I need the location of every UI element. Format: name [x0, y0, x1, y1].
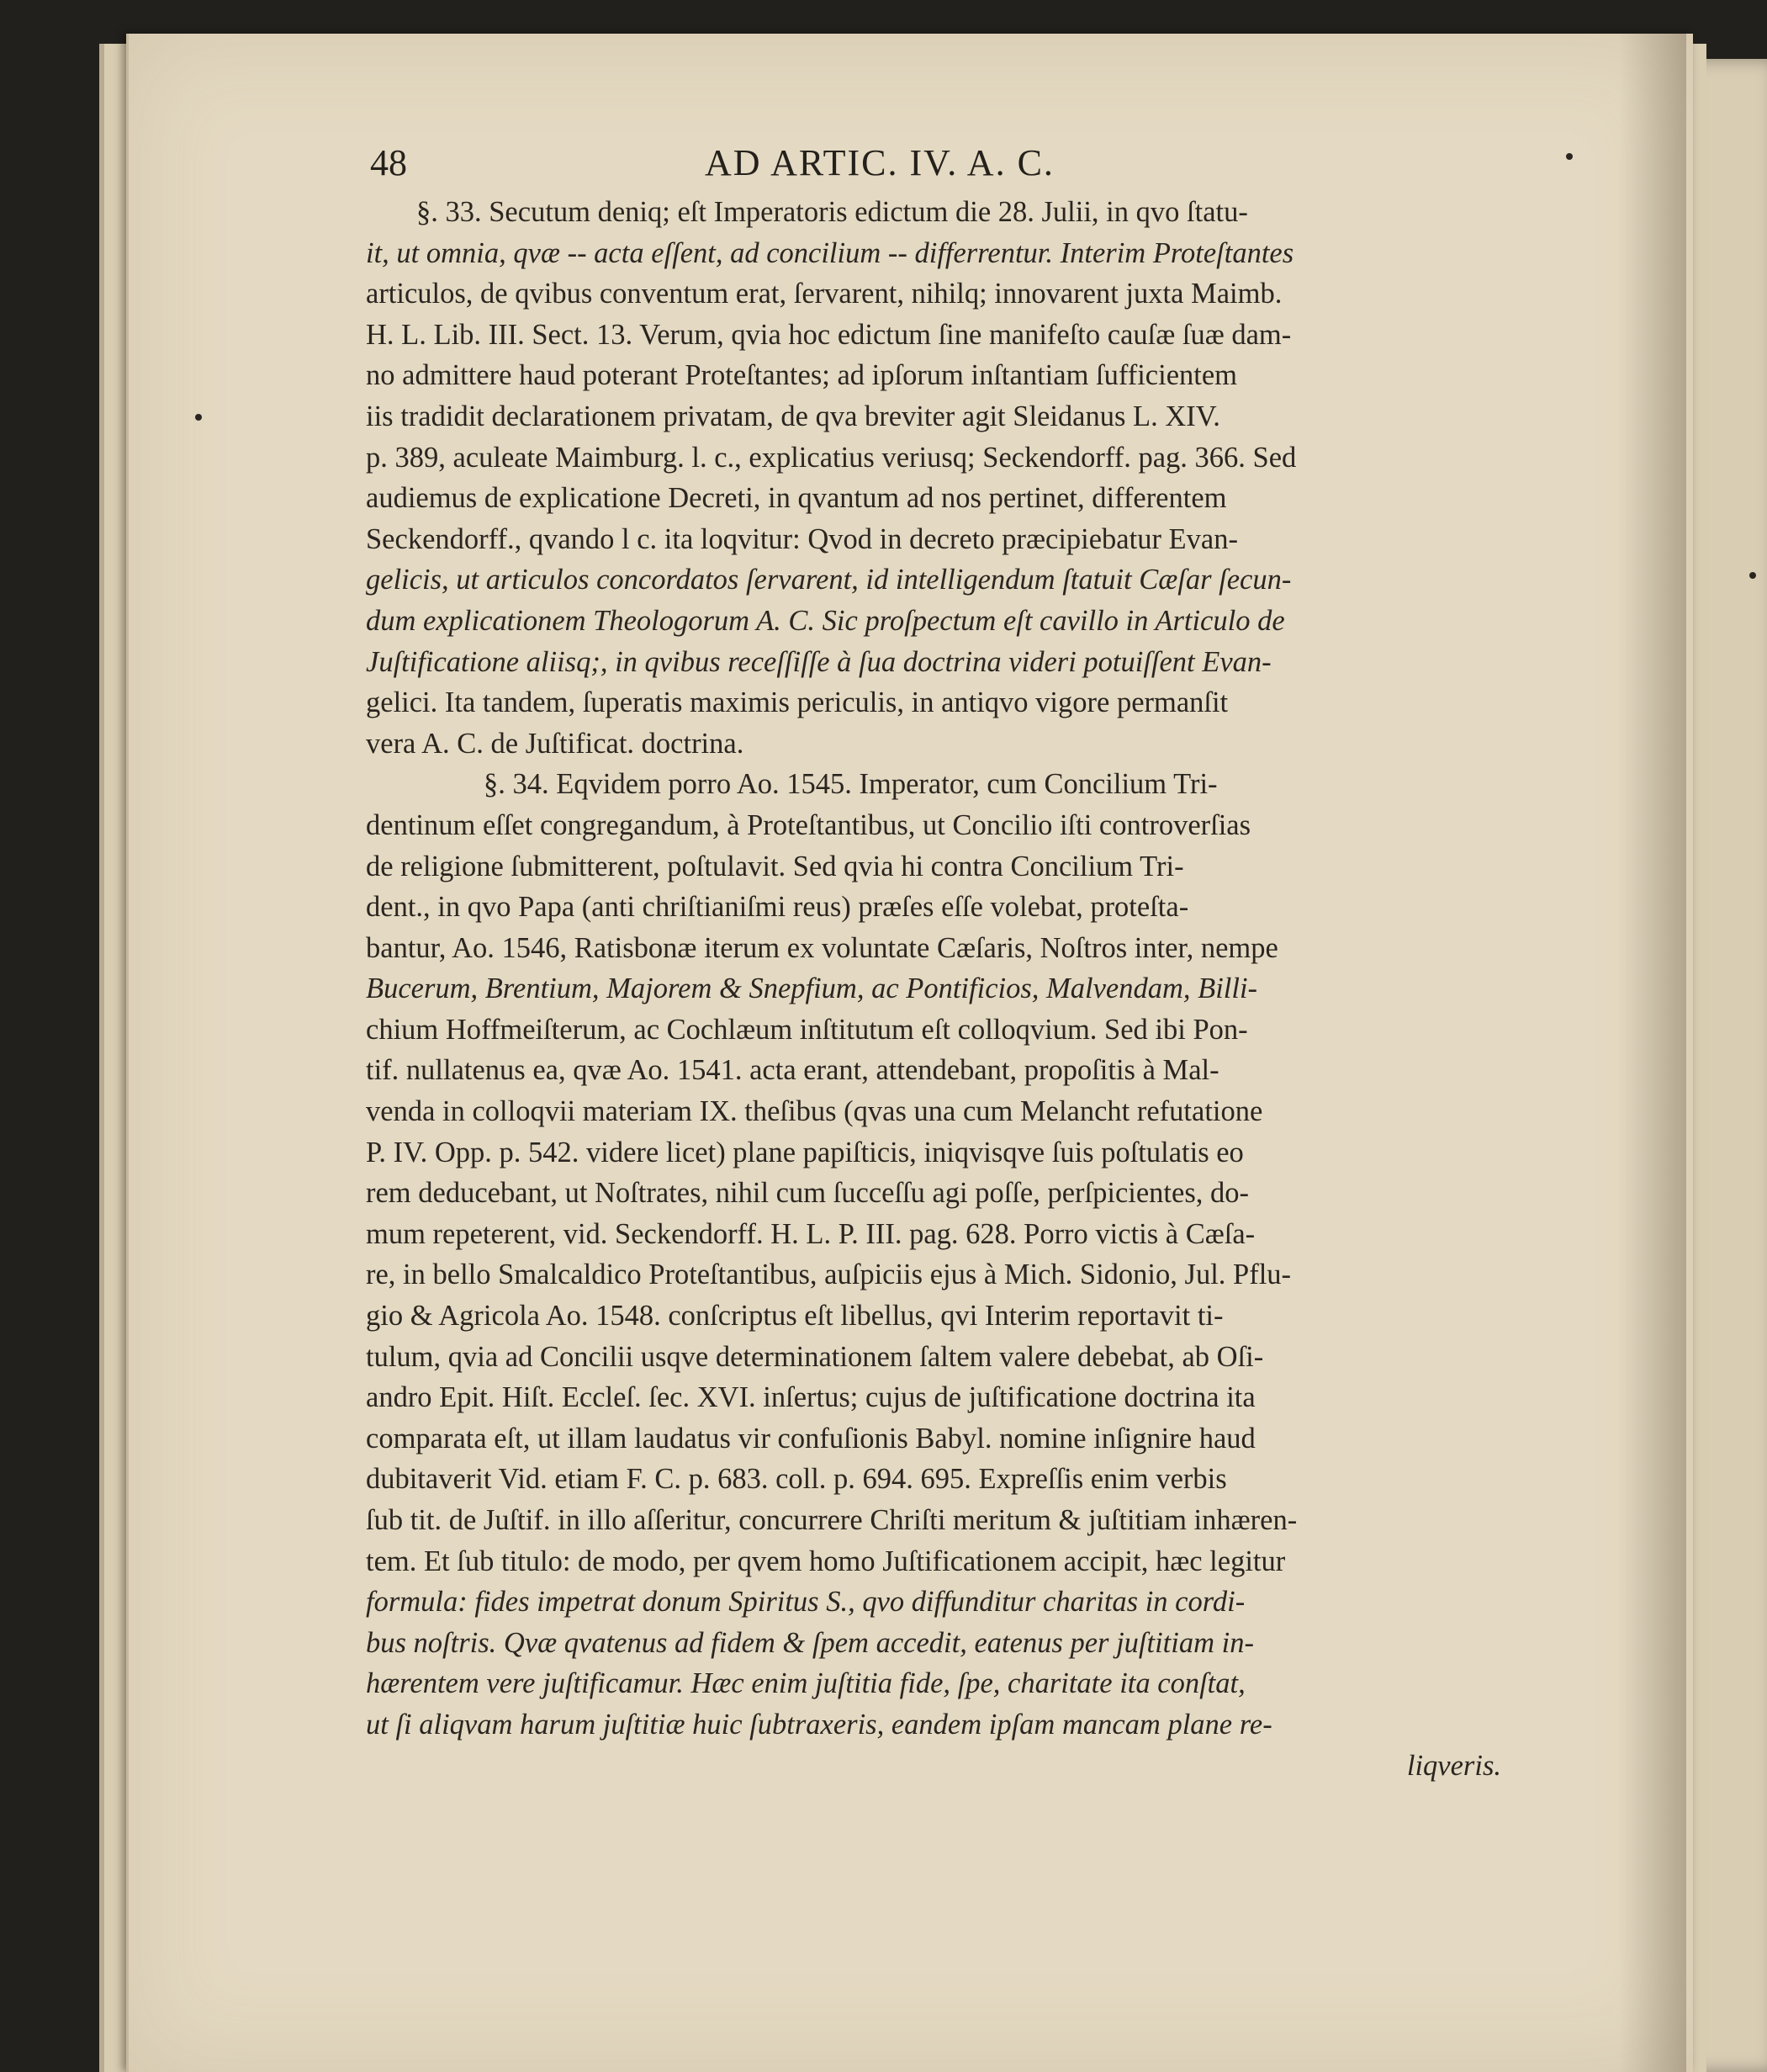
text-line: Bucerum, Brentium, Majorem & Snepfium, ac Pontificios, Malvendam, Billi-	[366, 972, 1258, 1005]
page-body	[366, 192, 1501, 1786]
text-line: rem deducebant, ut Noſtrates, nihil cum ſucceſſu agi poſſe, perſpicientes, do-	[366, 1177, 1249, 1210]
text-line: dum explicationem Theologorum A. C. Sic proſpectum eſt cavillo in Articulo de	[366, 604, 1285, 637]
text-line: Juſtificatione aliisq;, in qvibus receſſiſſe à ſua doctrina videri potuiſſent Evan-	[366, 645, 1272, 678]
text-line: audiemus de explicatione Decreti, in qvantum ad nos pertinet, differentem	[366, 482, 1227, 515]
text-line: mum repeterent, vid. Seckendorff. H. L. P. III. pag. 628. Porro victis à Cæſa-	[366, 1217, 1256, 1250]
text-line: ſub tit. de Juſtif. in illo aſſeritur, concurrere Chriſti meritum & juſtitiam inhæren-	[366, 1504, 1298, 1536]
text-line: tulum, qvia ad Concilii usqve determinationem ſaltem valere debebat, ab Oſi-	[366, 1340, 1264, 1373]
page-header	[370, 135, 1547, 193]
running-head: AD ARTIC. IV. A. C.	[705, 142, 1055, 183]
text-line: §. 34. Eqvidem porro Ao. 1545. Imperator, cum Concilium Tri-	[484, 768, 1218, 801]
text-line: de religione ſubmitterent, poſtulavit. Sed qvia hi contra Concilium Tri-	[366, 850, 1184, 882]
text-line: §. 33. Secutum deniq; eſt Imperatoris edictum die 28. Julii, in qvo ſtatu-	[416, 196, 1248, 228]
page-number: 48	[370, 142, 407, 183]
text-line: bus noſtris. Qvæ qvatenus ad fidem & ſpem accedit, eatenus per juſtitiam in-	[366, 1626, 1254, 1659]
text-line: tem. Et ſub titulo: de modo, per qvem homo Juſtificationem accipit, hæc legitur	[366, 1545, 1286, 1577]
ink-speck	[195, 414, 202, 421]
text-line: andro Epit. Hiſt. Eccleſ. ſec. XVI. inſertus; cujus de juſtificatione doctrina ita	[366, 1381, 1256, 1414]
ink-speck	[1566, 153, 1573, 160]
text-line: gelicis, ut articulos concordatos ſervarent, id intelligendum ſtatuit Cæſar ſecun-	[366, 564, 1292, 596]
text-line: re, in bello Smalcaldico Proteſtantibus, auſpiciis ejus à Mich. Sidonio, Jul. Pflu-	[366, 1259, 1292, 1291]
text-line: liqveris.	[1406, 1749, 1501, 1782]
text-line: it, ut omnia, qvæ -- acta eſſent, ad concilium -- differrentur. Interim Proteſtantes	[366, 236, 1294, 269]
page-gutter-shadow	[1619, 34, 1686, 2072]
text-line: formula: fides impetrat donum Spiritus S., qvo diffunditur charitas in cordi-	[366, 1586, 1246, 1619]
text-line: dent., in qvo Papa (anti chriſtianiſmi reus) præſes eſſe volebat, proteſta-	[366, 891, 1189, 924]
text-line: comparata eſt, ut illam laudatus vir confuſionis Babyl. nomine inſignire haud	[366, 1422, 1256, 1455]
text-line: gio & Agricola Ao. 1548. conſcriptus eſt libellus, qvi Interim reportavit ti-	[366, 1300, 1224, 1333]
text-line: articulos, de qvibus conventum erat, ſervarent, nihilq; innovarent juxta Maimb.	[366, 278, 1283, 310]
text-line: no admittere haud poterant Proteſtantes; ad ipſorum inſtantiam ſufficientem	[366, 359, 1237, 392]
text-line: Seckendorff., qvando l c. ita loqvitur: Qvod in decreto præcipiebatur Evan-	[366, 522, 1238, 555]
text-line: gelici. Ita tandem, ſuperatis maximis periculis, in antiqvo vigore permanſit	[366, 686, 1229, 719]
text-line: iis tradidit declarationem privatam, de qva breviter agit Sleidanus L. XIV.	[366, 400, 1220, 432]
text-line: dentinum eſſet congregandum, à Proteſtantibus, ut Concilio iſti controverſias	[366, 808, 1251, 841]
text-line: H. L. Lib. III. Sect. 13. Verum, qvia hoc edictum ſine manifeſto cauſæ ſuæ dam-	[366, 318, 1292, 351]
text-line: dubitaverit Vid. etiam F. C. p. 683. coll. p. 694. 695. Expreſſis enim verbis	[366, 1463, 1227, 1496]
text-line: chium Hoffmeiſterum, ac Cochlæum inſtitutum eſt colloqvium. Sed ibi Pon-	[366, 1013, 1248, 1046]
text-line: bantur, Ao. 1546, Ratisbonæ iterum ex voluntate Cæſaris, Noſtros inter, nempe	[366, 931, 1278, 964]
text-line: tif. nullatenus ea, qvæ Ao. 1541. acta erant, attendebant, propoſitis à Mal-	[366, 1054, 1219, 1087]
text-line: vera A. C. de Juſtificat. doctrina.	[366, 727, 744, 760]
text-line: ut ſi aliqvam harum juſtitiæ huic ſubtraxeris, eandem ipſam mancam plane re-	[366, 1708, 1272, 1741]
text-line: hærentem vere juſtificamur. Hæc enim juſtitia fide, ſpe, charitate ita conſtat,	[366, 1667, 1246, 1700]
ink-speck	[1749, 572, 1756, 579]
text-line: p. 389, aculeate Maimburg. l. c., explicatius veriusq; Seckendorff. pag. 366. Sed	[366, 441, 1297, 474]
text-line: P. IV. Opp. p. 542. videre licet) plane papiſticis, iniqvisqve ſuis poſtulatis eo	[366, 1136, 1244, 1168]
text-line: venda in colloqvii materiam IX. theſibus (qvas una cum Melancht refutatione	[366, 1095, 1263, 1128]
